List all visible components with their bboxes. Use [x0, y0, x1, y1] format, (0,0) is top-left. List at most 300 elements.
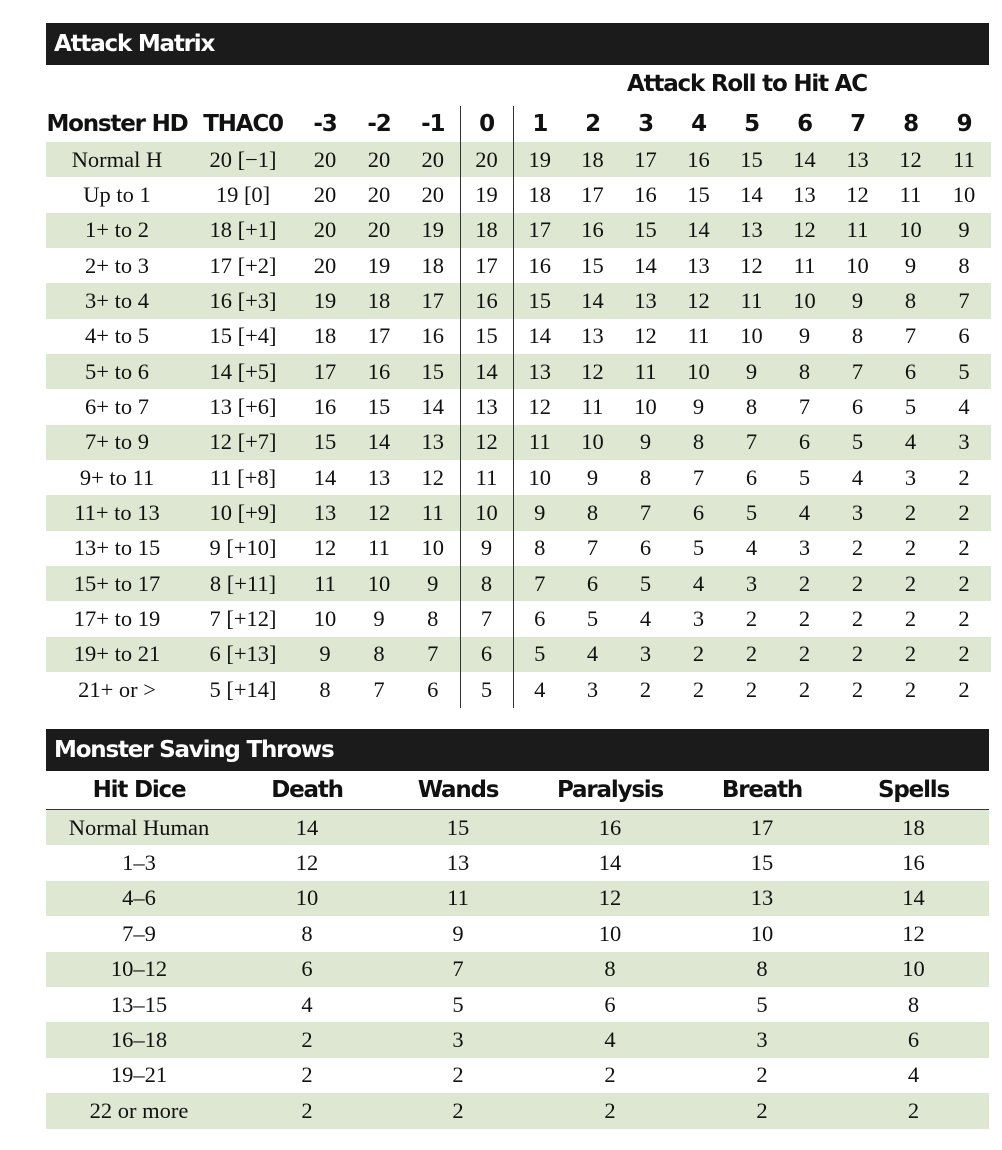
- hit-dice-cell: 4–6: [46, 881, 232, 916]
- to-hit-cell: 14: [313, 464, 337, 490]
- attack-col-header: 8: [903, 111, 918, 137]
- to-hit-cell: 18: [460, 213, 513, 248]
- thac0-cell: 14 [+5]: [188, 354, 298, 389]
- to-hit-cell: 19: [367, 252, 391, 278]
- saves-header-row: [46, 771, 989, 810]
- to-hit-cell: 12: [513, 389, 566, 424]
- attack-col-header: 6: [797, 111, 812, 137]
- to-hit-cell: 5: [798, 464, 811, 490]
- to-hit-cell: 10: [513, 460, 566, 495]
- monster-hd-cell: 1+ to 2: [46, 213, 188, 248]
- to-hit-cell: 20: [352, 142, 406, 177]
- to-hit-cell: 4: [513, 672, 566, 707]
- attack-col-header: 5: [744, 111, 759, 137]
- to-hit-cell: 2: [958, 676, 970, 702]
- to-hit-cell: 10: [460, 495, 513, 530]
- to-hit-cell: 12: [566, 354, 619, 389]
- to-hit-cell: 14: [421, 394, 444, 420]
- save-value-cell: 2: [301, 1062, 313, 1088]
- to-hit-cell: 17: [513, 213, 566, 248]
- to-hit-cell: 11: [619, 354, 672, 389]
- saves-col-header: Death: [232, 771, 382, 810]
- save-value-cell: 12: [295, 850, 319, 876]
- to-hit-cell: 2: [778, 637, 831, 672]
- to-hit-cell: 2: [884, 637, 937, 672]
- to-hit-cell: 4: [672, 566, 725, 601]
- table-row: [46, 531, 991, 566]
- to-hit-cell: 14: [778, 142, 831, 177]
- table-row: [46, 460, 991, 495]
- table-row: [46, 248, 991, 283]
- to-hit-cell: 11: [460, 460, 513, 495]
- to-hit-cell: 2: [937, 637, 991, 672]
- to-hit-cell: 3: [725, 566, 778, 601]
- save-value-cell: 5: [452, 991, 464, 1017]
- to-hit-cell: 12: [421, 464, 444, 490]
- to-hit-cell: 13: [581, 323, 604, 349]
- to-hit-cell: 20: [313, 182, 337, 208]
- to-hit-cell: 10: [846, 252, 869, 278]
- to-hit-cell: 2: [937, 566, 991, 601]
- to-hit-cell: 16: [634, 182, 657, 208]
- to-hit-cell: 15: [687, 182, 710, 208]
- to-hit-cell: 10: [778, 283, 831, 318]
- to-hit-cell: 11: [831, 213, 884, 248]
- save-value-cell: 14: [598, 850, 622, 876]
- to-hit-cell: 2: [937, 495, 991, 530]
- thac0-cell: 17 [+2]: [209, 252, 277, 278]
- to-hit-cell: 17: [298, 354, 352, 389]
- to-hit-cell: 20: [298, 213, 352, 248]
- to-hit-cell: 16: [672, 142, 725, 177]
- to-hit-cell: 15: [460, 319, 513, 354]
- to-hit-cell: 15: [298, 425, 352, 460]
- to-hit-cell: 2: [958, 464, 970, 490]
- save-value-cell: 10: [750, 920, 774, 946]
- to-hit-cell: 14: [634, 252, 657, 278]
- to-hit-cell: 6: [851, 394, 864, 420]
- to-hit-cell: 4: [566, 637, 619, 672]
- table-row: [46, 495, 991, 530]
- to-hit-cell: 14: [740, 182, 763, 208]
- to-hit-cell: 19: [513, 142, 566, 177]
- table-row: [46, 319, 991, 354]
- to-hit-cell: 6: [566, 566, 619, 601]
- hit-dice-cell: 7–9: [122, 920, 156, 946]
- attack-col-header: -1: [421, 111, 445, 137]
- save-value-cell: 15: [750, 850, 774, 876]
- monster-hd-cell: 13+ to 15: [73, 535, 161, 561]
- save-value-cell: 10: [598, 920, 622, 946]
- save-value-cell: 6: [838, 1022, 989, 1057]
- monster-hd-cell: 15+ to 17: [46, 566, 188, 601]
- to-hit-cell: 5: [586, 606, 599, 632]
- to-hit-cell: 10: [566, 425, 619, 460]
- to-hit-cell: 13: [831, 142, 884, 177]
- save-value-cell: 15: [382, 810, 534, 846]
- to-hit-cell: 8: [352, 637, 406, 672]
- table-row: [46, 1093, 989, 1128]
- to-hit-cell: 2: [778, 566, 831, 601]
- to-hit-cell: 20: [421, 182, 444, 208]
- to-hit-cell: 9: [460, 531, 513, 566]
- to-hit-cell: 5: [831, 425, 884, 460]
- to-hit-cell: 8: [745, 394, 758, 420]
- to-hit-cell: 12: [672, 283, 725, 318]
- to-hit-cell: 9: [725, 354, 778, 389]
- to-hit-cell: 16: [352, 354, 406, 389]
- attack-roll-header: Attack Roll to Hit AC: [627, 71, 867, 97]
- to-hit-cell: 11: [899, 182, 922, 208]
- to-hit-cell: 6: [460, 637, 513, 672]
- thac0-cell: 16 [+3]: [188, 283, 298, 318]
- save-value-cell: 16: [534, 810, 686, 846]
- to-hit-cell: 8: [851, 323, 864, 349]
- to-hit-cell: 17: [367, 323, 391, 349]
- to-hit-cell: 9: [619, 425, 672, 460]
- save-value-cell: 4: [301, 991, 313, 1017]
- to-hit-cell: 2: [745, 676, 758, 702]
- to-hit-cell: 15: [619, 213, 672, 248]
- thac0-cell: 10 [+9]: [188, 495, 298, 530]
- to-hit-cell: 5: [619, 566, 672, 601]
- save-value-cell: 11: [382, 881, 534, 916]
- to-hit-cell: 2: [798, 676, 811, 702]
- to-hit-cell: 8: [427, 606, 439, 632]
- hit-dice-cell: 10–12: [46, 952, 232, 987]
- to-hit-cell: 2: [904, 535, 917, 561]
- to-hit-cell: 2: [851, 535, 864, 561]
- monster-hd-cell: Normal H: [46, 142, 188, 177]
- to-hit-cell: 2: [672, 637, 725, 672]
- save-value-cell: 8: [686, 952, 838, 987]
- to-hit-cell: 13: [513, 354, 566, 389]
- save-value-cell: 4: [534, 1022, 686, 1057]
- thac0-cell: 12 [+7]: [188, 425, 298, 460]
- to-hit-cell: 11: [793, 252, 816, 278]
- save-value-cell: 2: [382, 1093, 534, 1128]
- to-hit-cell: 15: [513, 283, 566, 318]
- save-value-cell: 2: [686, 1093, 838, 1128]
- to-hit-cell: 10: [421, 535, 444, 561]
- to-hit-cell: 6: [745, 464, 758, 490]
- saves-col-header: Wands: [382, 771, 534, 810]
- to-hit-cell: 7: [798, 394, 811, 420]
- to-hit-cell: 2: [831, 637, 884, 672]
- save-value-cell: 6: [232, 952, 382, 987]
- saves-col-header: Spells: [838, 771, 989, 810]
- save-value-cell: 8: [301, 920, 313, 946]
- to-hit-cell: 2: [725, 637, 778, 672]
- save-value-cell: 8: [534, 952, 686, 987]
- to-hit-cell: 17: [619, 142, 672, 177]
- table-row: [46, 845, 989, 880]
- saving-throws-title: Monster Saving Throws: [46, 729, 989, 771]
- to-hit-cell: 5: [513, 637, 566, 672]
- to-hit-cell: 3: [904, 464, 917, 490]
- to-hit-cell: 8: [513, 531, 566, 566]
- monster-hd-cell: 5+ to 6: [46, 354, 188, 389]
- to-hit-cell: 2: [884, 495, 937, 530]
- to-hit-cell: 9: [406, 566, 460, 601]
- to-hit-cell: 7: [513, 566, 566, 601]
- to-hit-cell: 11: [513, 425, 566, 460]
- table-row: [46, 425, 991, 460]
- to-hit-cell: 3: [831, 495, 884, 530]
- to-hit-cell: 16: [421, 323, 444, 349]
- save-value-cell: 13: [686, 881, 838, 916]
- to-hit-cell: 5: [692, 535, 705, 561]
- to-hit-cell: 17: [581, 182, 604, 208]
- to-hit-cell: 2: [851, 606, 864, 632]
- to-hit-cell: 9: [831, 283, 884, 318]
- to-hit-cell: 17: [460, 248, 513, 283]
- to-hit-cell: 13: [793, 182, 816, 208]
- to-hit-cell: 9: [298, 637, 352, 672]
- to-hit-cell: 4: [851, 464, 864, 490]
- to-hit-cell: 2: [884, 566, 937, 601]
- to-hit-cell: 10: [313, 606, 337, 632]
- save-value-cell: 3: [382, 1022, 534, 1057]
- to-hit-cell: 9: [373, 606, 385, 632]
- to-hit-cell: 12: [884, 142, 937, 177]
- to-hit-cell: 20: [367, 182, 391, 208]
- attack-col-header: 0: [460, 106, 513, 142]
- to-hit-cell: 20: [313, 252, 337, 278]
- to-hit-cell: 2: [692, 676, 705, 702]
- to-hit-cell: 13: [619, 283, 672, 318]
- to-hit-cell: 10: [634, 394, 657, 420]
- table-row: [46, 637, 991, 672]
- to-hit-cell: 20: [298, 142, 352, 177]
- to-hit-cell: 2: [745, 606, 758, 632]
- monster-hd-cell: 17+ to 19: [73, 606, 161, 632]
- saves-col-header: Breath: [686, 771, 838, 810]
- to-hit-cell: 11: [937, 142, 991, 177]
- to-hit-cell: 2: [904, 606, 917, 632]
- save-value-cell: 2: [452, 1062, 464, 1088]
- attack-col-header: 7: [850, 111, 865, 137]
- monster-hd-cell: 6+ to 7: [85, 394, 149, 420]
- save-value-cell: 14: [232, 810, 382, 846]
- to-hit-cell: 3: [692, 606, 705, 632]
- to-hit-cell: 6: [513, 601, 566, 636]
- attack-col-header: 3: [638, 111, 653, 137]
- hit-dice-cell: 1–3: [122, 850, 156, 876]
- thac0-cell: 9 [+10]: [209, 535, 277, 561]
- to-hit-cell: 7: [373, 676, 385, 702]
- to-hit-cell: 2: [958, 606, 970, 632]
- monster-hd-cell: 11+ to 13: [46, 495, 188, 530]
- to-hit-cell: 6: [639, 535, 652, 561]
- save-value-cell: 7: [382, 952, 534, 987]
- to-hit-cell: 7: [904, 323, 917, 349]
- save-value-cell: 2: [232, 1022, 382, 1057]
- to-hit-cell: 8: [958, 252, 970, 278]
- to-hit-cell: 15: [581, 252, 604, 278]
- attack-matrix-title: Attack Matrix: [46, 23, 989, 65]
- to-hit-cell: 14: [352, 425, 406, 460]
- to-hit-cell: 6: [672, 495, 725, 530]
- to-hit-cell: 11: [581, 394, 604, 420]
- save-value-cell: 10: [838, 952, 989, 987]
- attack-matrix-table: [46, 106, 991, 708]
- to-hit-cell: 16: [566, 213, 619, 248]
- to-hit-cell: 10: [884, 213, 937, 248]
- to-hit-cell: 4: [778, 495, 831, 530]
- save-value-cell: 2: [534, 1093, 686, 1128]
- save-value-cell: 2: [232, 1093, 382, 1128]
- hit-dice-cell: Normal Human: [46, 810, 232, 846]
- to-hit-cell: 8: [566, 495, 619, 530]
- to-hit-cell: 3: [619, 637, 672, 672]
- thac0-cell: 19 [0]: [215, 182, 271, 208]
- to-hit-cell: 10: [352, 566, 406, 601]
- to-hit-cell: 9: [937, 213, 991, 248]
- save-value-cell: 14: [838, 881, 989, 916]
- table-row: [46, 213, 991, 248]
- to-hit-cell: 18: [352, 283, 406, 318]
- attack-col-header: THAC0: [203, 111, 283, 137]
- attack-col-header: 9: [956, 111, 972, 137]
- to-hit-cell: 11: [687, 323, 710, 349]
- save-value-cell: 2: [756, 1062, 768, 1088]
- to-hit-cell: 13: [406, 425, 460, 460]
- table-row: [46, 142, 991, 177]
- table-row: [46, 1058, 989, 1093]
- to-hit-cell: 8: [778, 354, 831, 389]
- hit-dice-cell: 16–18: [46, 1022, 232, 1057]
- monster-hd-cell: Up to 1: [83, 182, 151, 208]
- to-hit-cell: 6: [958, 323, 970, 349]
- to-hit-cell: 14: [566, 283, 619, 318]
- thac0-cell: 15 [+4]: [209, 323, 277, 349]
- to-hit-cell: 16: [313, 394, 337, 420]
- to-hit-cell: 2: [851, 676, 864, 702]
- to-hit-cell: 10: [740, 323, 763, 349]
- monster-hd-cell: 4+ to 5: [85, 323, 149, 349]
- monster-hd-cell: 9+ to 11: [79, 464, 155, 490]
- to-hit-cell: 11: [298, 566, 352, 601]
- monster-hd-cell: 19+ to 21: [46, 637, 188, 672]
- table-row: [46, 177, 991, 212]
- table-row: [46, 354, 991, 389]
- table-row: [46, 283, 991, 318]
- table-row: [46, 881, 989, 916]
- to-hit-cell: 8: [672, 425, 725, 460]
- table-row: [46, 810, 989, 846]
- saving-throws-table: [46, 771, 989, 1129]
- thac0-cell: 13 [+6]: [209, 394, 277, 420]
- to-hit-cell: 18: [513, 177, 566, 212]
- to-hit-cell: 15: [367, 394, 391, 420]
- to-hit-cell: 2: [904, 676, 917, 702]
- hit-dice-cell: 19–21: [110, 1062, 168, 1088]
- to-hit-cell: 8: [884, 283, 937, 318]
- to-hit-cell: 12: [846, 182, 869, 208]
- attack-col-header: 1: [513, 106, 566, 142]
- to-hit-cell: 19: [406, 213, 460, 248]
- to-hit-cell: 2: [831, 566, 884, 601]
- to-hit-cell: 7: [725, 425, 778, 460]
- attack-col-header: -2: [367, 111, 391, 137]
- save-value-cell: 8: [907, 991, 920, 1017]
- to-hit-cell: 4: [884, 425, 937, 460]
- to-hit-cell: 7: [692, 464, 705, 490]
- attack-header-row: [46, 106, 991, 142]
- to-hit-cell: 5: [460, 672, 513, 707]
- table-row: [46, 389, 991, 424]
- attack-col-header: 2: [585, 111, 600, 137]
- to-hit-cell: 7: [586, 535, 599, 561]
- to-hit-cell: 9: [692, 394, 705, 420]
- to-hit-cell: 13: [725, 213, 778, 248]
- save-value-cell: 5: [756, 991, 768, 1017]
- to-hit-cell: 3: [586, 676, 599, 702]
- to-hit-cell: 14: [672, 213, 725, 248]
- to-hit-cell: 5: [937, 354, 991, 389]
- to-hit-cell: 12: [778, 213, 831, 248]
- to-hit-cell: 2: [639, 676, 652, 702]
- to-hit-cell: 7: [619, 495, 672, 530]
- thac0-cell: 11 [+8]: [209, 464, 277, 490]
- table-row: [46, 987, 989, 1022]
- save-value-cell: 12: [534, 881, 686, 916]
- save-value-cell: 13: [446, 850, 470, 876]
- to-hit-cell: 20: [460, 142, 513, 177]
- to-hit-cell: 14: [460, 354, 513, 389]
- to-hit-cell: 5: [725, 495, 778, 530]
- to-hit-cell: 14: [513, 319, 566, 354]
- to-hit-cell: 13: [298, 495, 352, 530]
- save-value-cell: 9: [452, 920, 464, 946]
- attack-col-header: 4: [691, 111, 706, 137]
- to-hit-cell: 7: [406, 637, 460, 672]
- thac0-cell: 8 [+11]: [188, 566, 298, 601]
- table-row: [46, 952, 989, 987]
- to-hit-cell: 8: [460, 566, 513, 601]
- hit-dice-cell: 13–15: [110, 991, 168, 1017]
- to-hit-cell: 20: [352, 213, 406, 248]
- saves-col-header: Paralysis: [534, 771, 686, 810]
- monster-hd-cell: 7+ to 9: [46, 425, 188, 460]
- save-value-cell: 17: [686, 810, 838, 846]
- save-value-cell: 12: [902, 920, 925, 946]
- to-hit-cell: 18: [566, 142, 619, 177]
- to-hit-cell: 12: [634, 323, 657, 349]
- to-hit-cell: 9: [904, 252, 917, 278]
- to-hit-cell: 11: [725, 283, 778, 318]
- to-hit-cell: 6: [427, 676, 439, 702]
- to-hit-cell: 7: [460, 601, 513, 636]
- table-row: [46, 1022, 989, 1057]
- to-hit-cell: 5: [904, 394, 917, 420]
- to-hit-cell: 2: [798, 606, 811, 632]
- to-hit-cell: 10: [672, 354, 725, 389]
- to-hit-cell: 17: [406, 283, 460, 318]
- save-value-cell: 18: [838, 810, 989, 846]
- save-value-cell: 4: [907, 1062, 920, 1088]
- to-hit-cell: 6: [884, 354, 937, 389]
- to-hit-cell: 7: [937, 283, 991, 318]
- to-hit-cell: 10: [952, 182, 976, 208]
- to-hit-cell: 16: [513, 248, 566, 283]
- to-hit-cell: 4: [958, 394, 970, 420]
- to-hit-cell: 12: [352, 495, 406, 530]
- to-hit-cell: 12: [460, 425, 513, 460]
- monster-hd-cell: 21+ or >: [78, 676, 156, 702]
- to-hit-cell: 12: [740, 252, 763, 278]
